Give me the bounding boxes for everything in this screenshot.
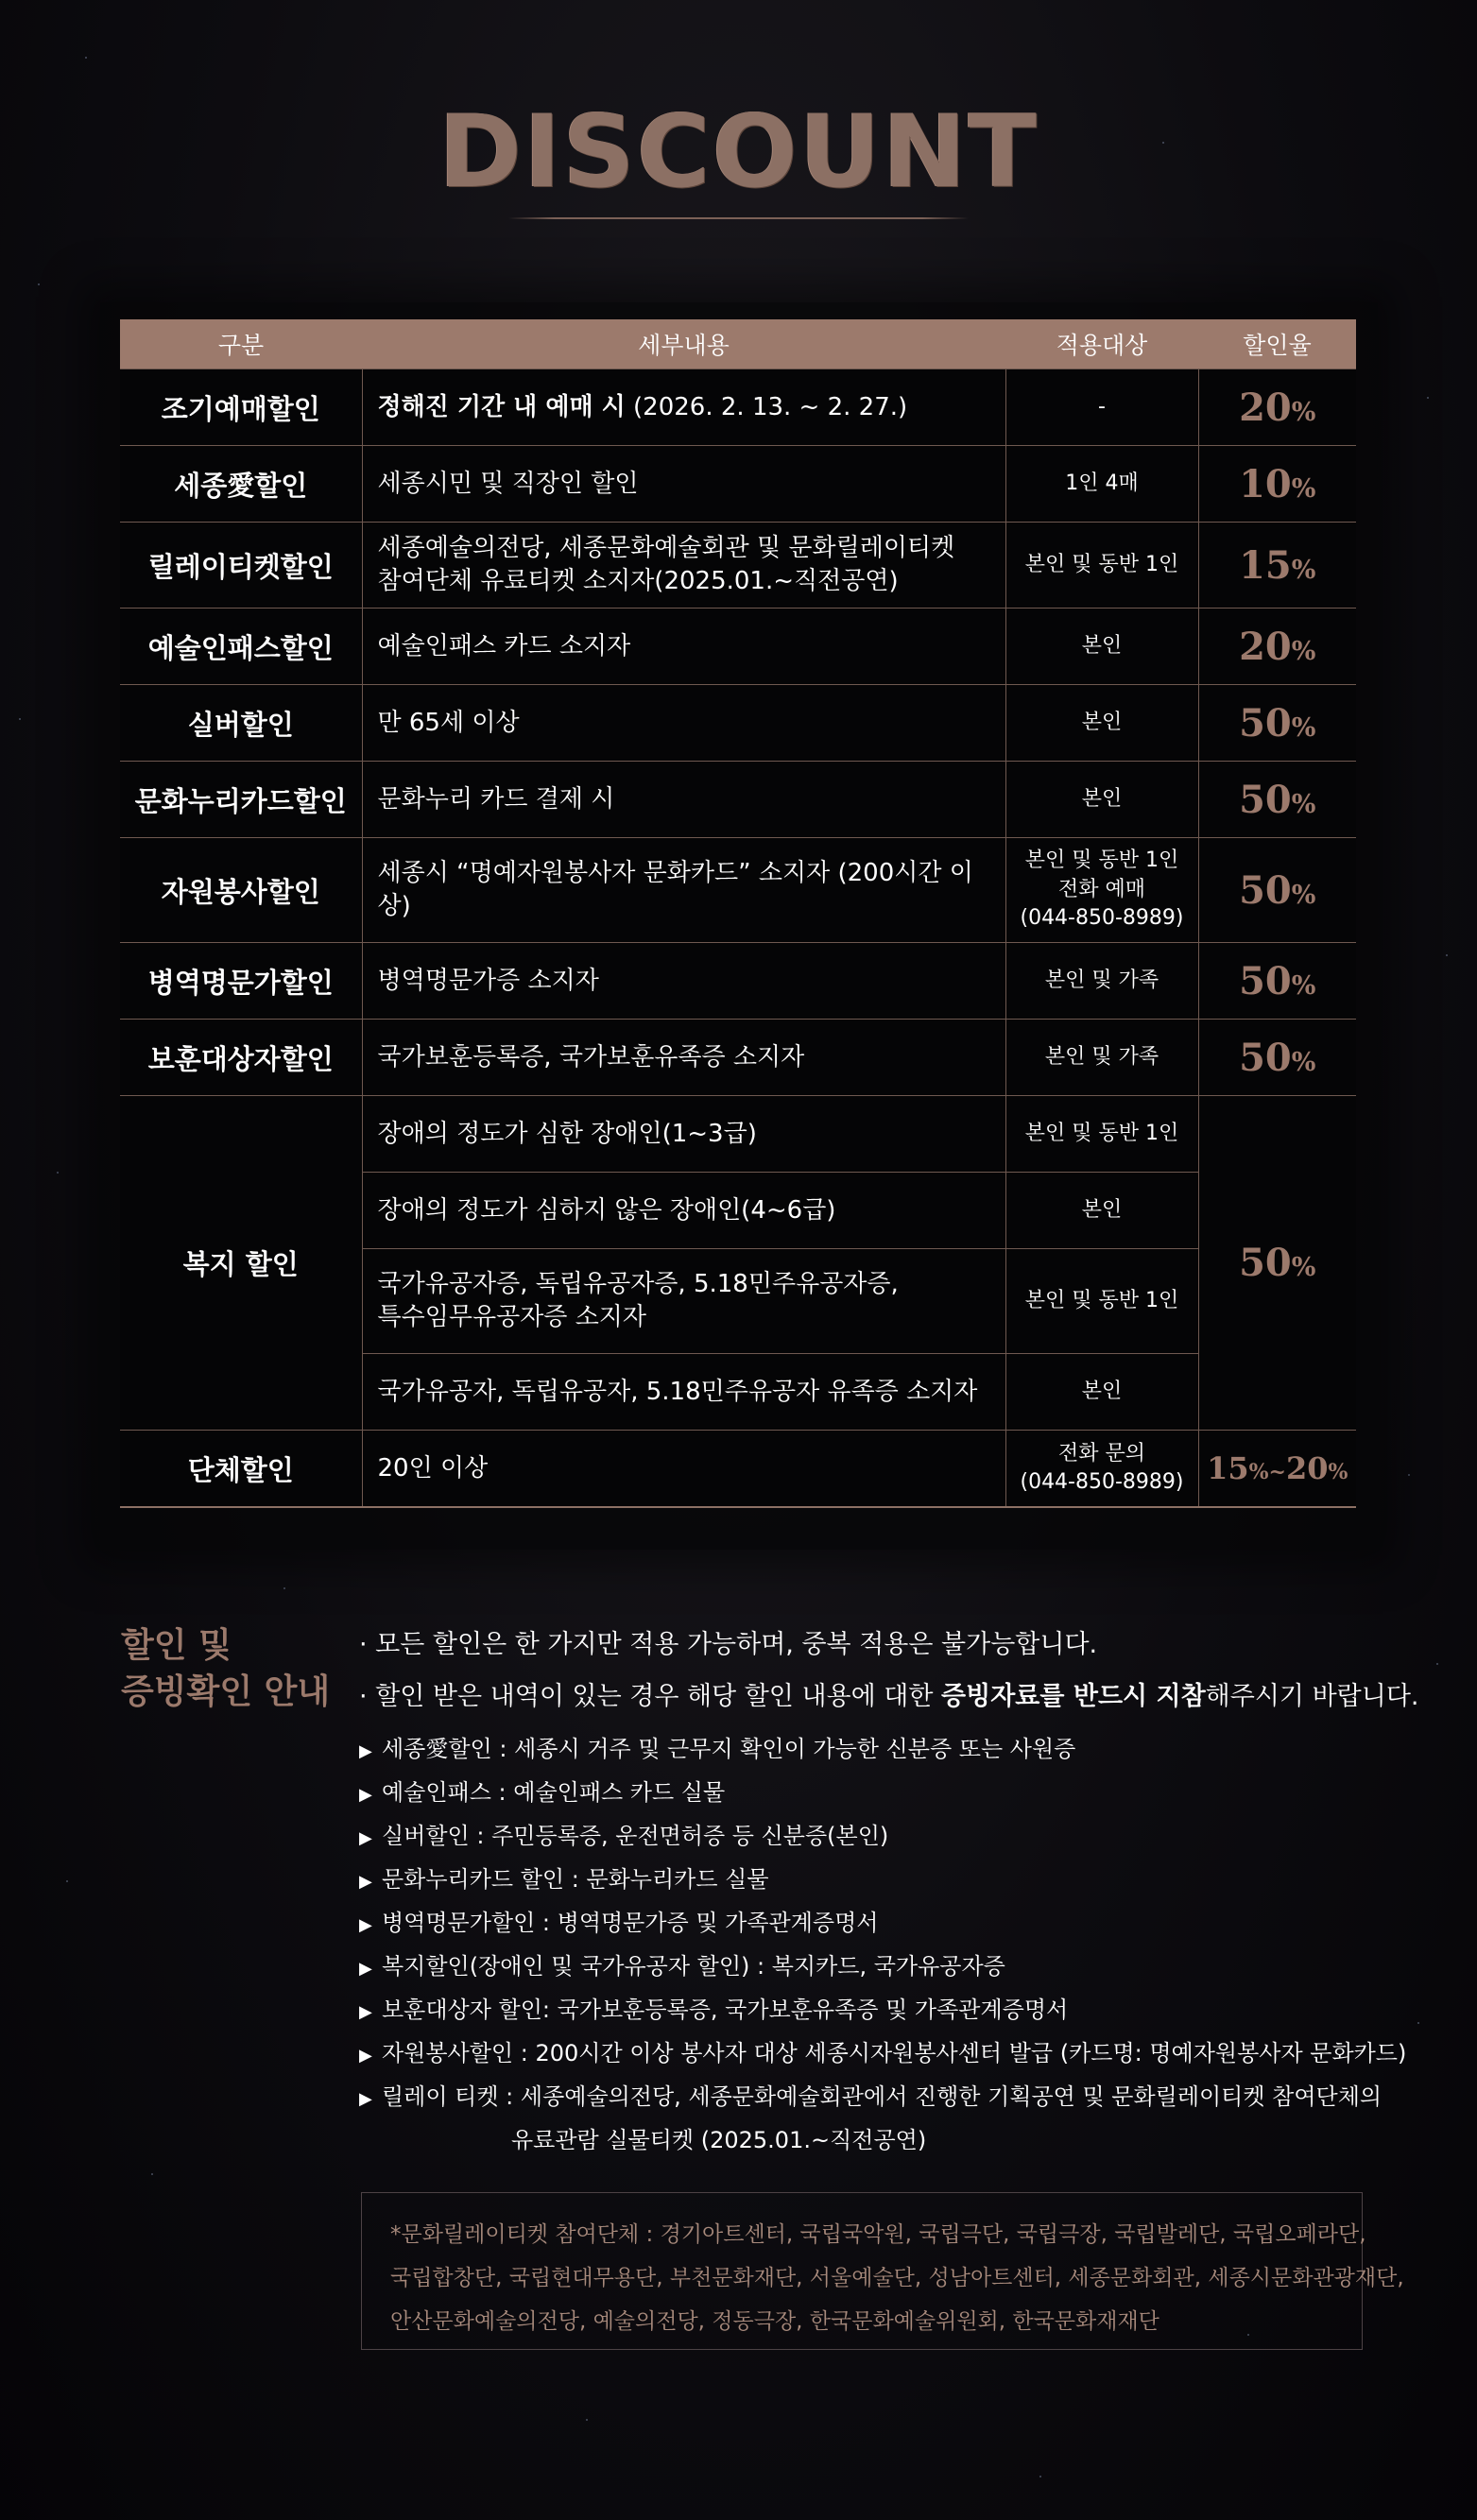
table-row-early: [120, 369, 1356, 446]
row-detail: 병역명문가증 소지자: [362, 943, 1005, 1020]
rate-value: 50: [1239, 867, 1292, 913]
target-line: 본인 및 동반 1인: [1024, 849, 1179, 873]
row-detail-line: 국가유공자증, 독립유공자증, 5.18민주유공자증,: [377, 1270, 899, 1299]
rate-value: 50: [1239, 700, 1292, 746]
rate-unit: %: [1291, 712, 1316, 743]
row-rate: [1198, 1096, 1356, 1431]
row-target: 본인 및 가족: [1005, 1020, 1198, 1096]
rate-value: 50: [1239, 1035, 1292, 1080]
row-detail: 장애의 정도가 심하지 않은 장애인(4~6급): [362, 1173, 1005, 1249]
row-rate: [1198, 838, 1356, 943]
proof-item: [359, 1727, 1399, 1771]
rate-value: 20: [1239, 624, 1292, 669]
note-text: · 할인 받은 내역이 있는 경우 해당 할인 내용에 대한: [359, 1682, 942, 1711]
proof-item: [359, 1901, 1399, 1945]
row-category: 실버할인: [120, 685, 362, 762]
row-rate: [1198, 1020, 1356, 1096]
rate-unit: %: [1291, 555, 1316, 585]
triangle-bullet-icon: ▶: [359, 1959, 372, 1979]
row-detail-line: 특수임무유공자증 소지자: [377, 1303, 647, 1331]
relay-groups-line: 안산문화예술의전당, 예술의전당, 정동극장, 한국문화예술위원회, 한국문화재재단: [390, 2309, 1159, 2334]
row-category: 세종愛할인: [120, 446, 362, 523]
rate-unit: %: [1291, 1047, 1316, 1077]
rate-value: 20: [1239, 385, 1292, 430]
row-target: 본인: [1005, 1173, 1198, 1249]
row-detail: [362, 523, 1005, 609]
rate-unit: %: [1248, 1460, 1269, 1484]
row-rate: [1198, 609, 1356, 685]
proof-item: [359, 2031, 1407, 2075]
rate-unit: %: [1291, 636, 1316, 666]
row-rate: [1198, 685, 1356, 762]
table-row-veteran: [120, 1020, 1356, 1096]
row-target: 본인 및 가족: [1005, 943, 1198, 1020]
table-row-silver: [120, 685, 1356, 762]
proof-item-text: 릴레이 티켓 : 세종예술의전당, 세종문화예술회관에서 진행한 기획공연 및 문화릴레이티켓 참여단체의: [382, 2083, 1383, 2110]
rate-separator: ~: [1268, 1460, 1286, 1484]
row-detail: 국가보훈등록증, 국가보훈유족증 소지자: [362, 1020, 1005, 1096]
triangle-bullet-icon: ▶: [359, 1915, 372, 1935]
rate-value: 50: [1239, 958, 1292, 1003]
row-detail-line: 참여단체 유료티켓 소지자(2025.01.~직전공연): [377, 567, 899, 595]
table-row-group: [120, 1431, 1356, 1508]
row-target: 본인 및 동반 1인: [1005, 1249, 1198, 1354]
row-category: 보훈대상자할인: [120, 1020, 362, 1096]
proof-item: [359, 2075, 1399, 2118]
relay-groups-line: *문화릴레이티켓 참여단체 : 경기아트센터, 국립국악원, 국립극단, 국립극장, 국립발레단, 국립오페라단,: [390, 2222, 1366, 2247]
row-target: 본인: [1005, 609, 1198, 685]
target-phone: (044-850-8989): [1020, 1470, 1184, 1494]
proof-item: [359, 1858, 1399, 1901]
row-category: 예술인패스할인: [120, 609, 362, 685]
triangle-bullet-icon: ▶: [359, 1828, 372, 1848]
rate-value: 20: [1285, 1450, 1329, 1486]
row-target: [1005, 838, 1198, 943]
rate-value: 10: [1239, 461, 1292, 506]
table-row-military: [120, 943, 1356, 1020]
row-rate: [1198, 446, 1356, 523]
header-target: 적용대상: [1005, 319, 1198, 369]
header-category: 구분: [120, 319, 362, 369]
rate-unit: %: [1291, 473, 1316, 504]
table-row-sejong: [120, 446, 1356, 523]
proof-item-text: 실버할인 : 주민등록증, 운전면허증 등 신분증(본인): [382, 1823, 889, 1849]
row-category: 복지 할인: [120, 1096, 362, 1431]
row-category: 문화누리카드할인: [120, 762, 362, 838]
row-detail: 국가유공자, 독립유공자, 5.18민주유공자 유족증 소지자: [362, 1354, 1005, 1431]
rate-unit: %: [1291, 970, 1316, 1001]
triangle-bullet-icon: ▶: [359, 2002, 372, 2022]
proof-item-text: 예술인패스 : 예술인패스 카드 실물: [382, 1779, 726, 1806]
notes-heading-line: 증빙확인 안내: [121, 1671, 331, 1711]
notes-heading: [121, 1623, 330, 1715]
row-detail: 장애의 정도가 심한 장애인(1~3급): [362, 1096, 1005, 1173]
row-target: 본인: [1005, 685, 1198, 762]
row-target: [1005, 1431, 1198, 1508]
proof-item-text: 문화누리카드 할인 : 문화누리카드 실물: [382, 1866, 769, 1893]
row-detail: 20인 이상: [362, 1431, 1005, 1508]
row-detail: 세종시민 및 직장인 할인: [362, 446, 1005, 523]
rate-unit: %: [1291, 397, 1316, 427]
rate-value: 50: [1239, 777, 1292, 822]
header-detail: 세부내용: [362, 319, 1005, 369]
rate-unit: %: [1291, 1253, 1316, 1282]
proof-item: [359, 1945, 1399, 1988]
notes-heading-line: 할인 및: [121, 1626, 232, 1665]
row-rate: [1198, 369, 1356, 446]
target-line: 전화 문의: [1057, 1441, 1145, 1466]
proof-item-text: 복지할인(장애인 및 국가유공자 할인) : 복지카드, 국가유공자증: [382, 1953, 1005, 1980]
row-category: 병역명문가할인: [120, 943, 362, 1020]
target-line: 전화 예매: [1057, 877, 1145, 901]
row-detail-bold: 정해진 기간 내 예매 시: [377, 392, 626, 421]
table-row-culture: [120, 762, 1356, 838]
table-row-welfare: [120, 1096, 1356, 1173]
rate-value: 50: [1239, 1241, 1292, 1285]
row-detail-line: 세종예술의전당, 세종문화예술회관 및 문화릴레이티켓: [377, 534, 955, 563]
triangle-bullet-icon: ▶: [359, 2089, 372, 2109]
rate-value: 15: [1207, 1450, 1249, 1486]
proof-item: [359, 1771, 1399, 1814]
rate-unit: %: [1328, 1460, 1348, 1484]
row-target: -: [1005, 369, 1198, 446]
target-phone: (044-850-8989): [1020, 906, 1184, 931]
page-title: DISCOUNT: [438, 94, 1039, 210]
proof-item: [359, 1814, 1399, 1858]
table-header-row: [120, 319, 1356, 369]
notes-section: [359, 1623, 1419, 2162]
proof-item-text: 세종愛할인 : 세종시 거주 및 근무지 확인이 가능한 신분증 또는 사원증: [382, 1736, 1076, 1762]
row-detail-rest: (2026. 2. 13. ~ 2. 27.): [625, 392, 908, 421]
note-text: 해주시기 바랍니다.: [1205, 1682, 1419, 1711]
proof-item-continuation: 유료관람 실물티켓 (2025.01.~직전공연): [511, 2127, 927, 2153]
proof-item-text: 보훈대상자 할인: 국가보훈등록증, 국가보훈유족증 및 가족관계증명서: [382, 1997, 1069, 2023]
proof-item-text: 자원봉사할인 : 200시간 이상 봉사자 대상 세종시자원봉사센터 발급 (카드명: 명예자원봉사자 문화카드): [382, 2040, 1407, 2066]
row-category: 단체할인: [120, 1431, 362, 1508]
triangle-bullet-icon: ▶: [359, 2046, 372, 2066]
row-detail: 만 65세 이상: [362, 685, 1005, 762]
title-divider: [508, 217, 969, 219]
table-row-volunteer: [120, 838, 1356, 943]
rate-unit: %: [1291, 880, 1316, 910]
row-target: 본인: [1005, 1354, 1198, 1431]
header-rate: 할인율: [1198, 319, 1356, 369]
row-rate: [1198, 762, 1356, 838]
discount-table: [120, 319, 1356, 1508]
row-category: 자원봉사할인: [120, 838, 362, 943]
triangle-bullet-icon: ▶: [359, 1785, 372, 1805]
row-target: 본인 및 동반 1인: [1005, 523, 1198, 609]
table-row-relay: [120, 523, 1356, 609]
note-line: [359, 1675, 1419, 1727]
table-row-artpass: [120, 609, 1356, 685]
row-target: 본인: [1005, 762, 1198, 838]
triangle-bullet-icon: ▶: [359, 1741, 372, 1761]
note-line: · 모든 할인은 한 가지만 적용 가능하며, 중복 적용은 불가능합니다.: [359, 1630, 1098, 1659]
row-detail: [362, 1249, 1005, 1354]
rate-unit: %: [1291, 789, 1316, 819]
note-emphasis: 증빙자료를 반드시 지참: [941, 1682, 1206, 1711]
row-rate: [1198, 523, 1356, 609]
proof-item: [359, 1988, 1399, 2031]
row-detail: 세종시 “명예자원봉사자 문화카드” 소지자 (200시간 이상): [362, 838, 1005, 943]
row-detail: 예술인패스 카드 소지자: [362, 609, 1005, 685]
row-detail: [362, 369, 1005, 446]
row-target: 1인 4매: [1005, 446, 1198, 523]
relay-groups-line: 국립합창단, 국립현대무용단, 부천문화재단, 서울예술단, 성남아트센터, 세종문화회관, 세종시문화관광재단,: [390, 2266, 1404, 2290]
rate-value: 15: [1239, 542, 1292, 588]
row-detail: 문화누리 카드 결제 시: [362, 762, 1005, 838]
row-target: 본인 및 동반 1인: [1005, 1096, 1198, 1173]
row-rate: [1198, 1431, 1356, 1508]
relay-groups-box: [361, 2192, 1404, 2350]
row-rate: [1198, 943, 1356, 1020]
proof-item-text: 병역명문가할인 : 병역명문가증 및 가족관계증명서: [382, 1910, 879, 1936]
row-category: 릴레이티켓할인: [120, 523, 362, 609]
triangle-bullet-icon: ▶: [359, 1872, 372, 1892]
row-category: 조기예매할인: [120, 369, 362, 446]
